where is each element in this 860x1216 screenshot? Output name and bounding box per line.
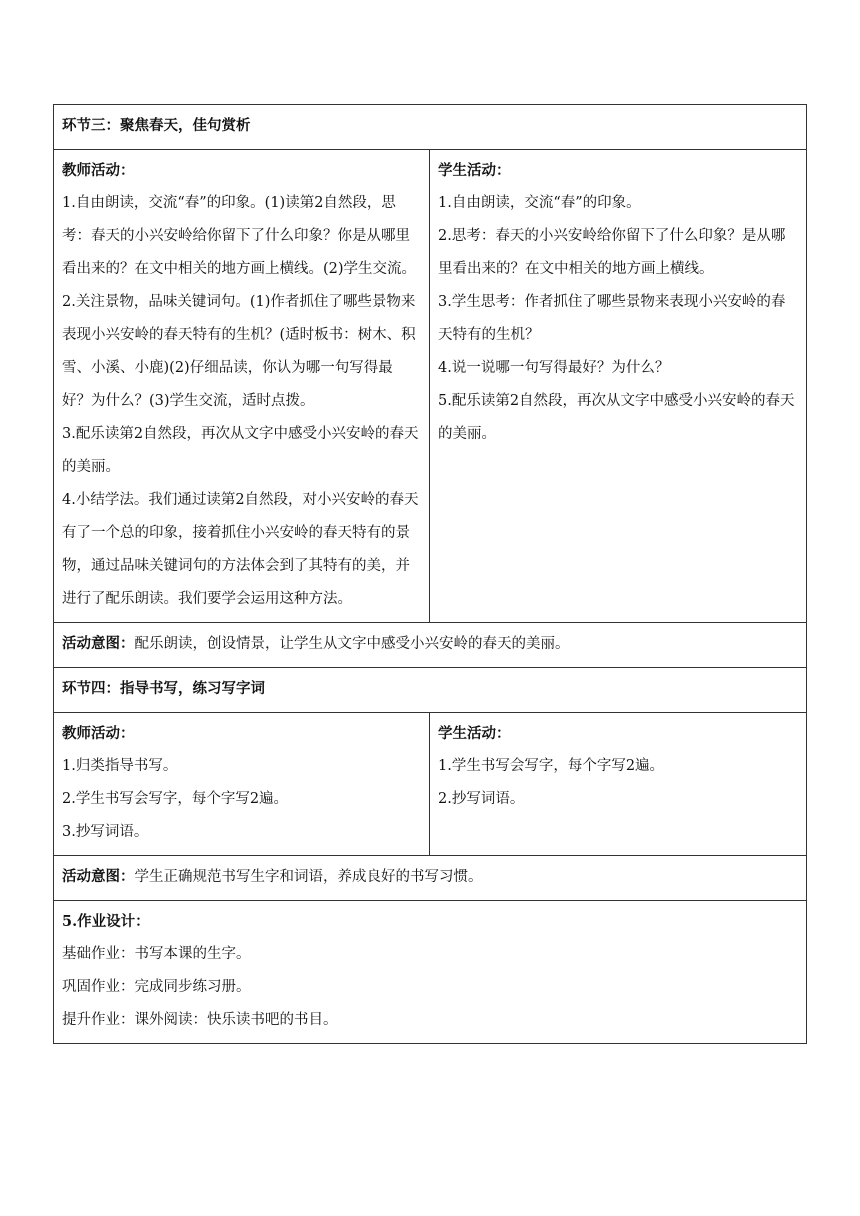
section3-title-row	[54, 105, 807, 150]
section3-student-para-3: 3.学生思考：作者抓住了哪些景物来表现小兴安岭的春天特有的生机？	[438, 294, 786, 343]
section3-activities-row	[54, 150, 807, 623]
section3-teacher-heading: 教师活动：	[62, 162, 135, 179]
section4-intent-text: 学生正确规范书写生字和词语，养成良好的书写习惯。	[134, 869, 483, 885]
section3-teacher-para-2: 2.关注景物，品味关键词句。(1)作者抓住了哪些景物来表现小兴安岭的春天特有的生机？(适时板书：树木、积雪、小溪、小鹿)(2)仔细品读，你认为哪一句写得最好？为什么？(3)学生交流，适时点拨。	[62, 294, 416, 409]
homework-item-3: 提升作业：课外阅读：快乐读书吧的书目。	[62, 1012, 338, 1028]
homework-title: 5.作业设计：	[62, 913, 150, 930]
homework-cell	[54, 901, 807, 1044]
section4-intent-row	[54, 856, 807, 901]
homework-item-1: 基础作业：书写本课的生字。	[62, 946, 251, 962]
section4-student-heading: 学生活动：	[438, 725, 511, 742]
section3-title-cell	[54, 105, 807, 150]
section3-intent-text: 配乐朗读，创设情景，让学生从文字中感受小兴安岭的春天的美丽。	[134, 636, 570, 652]
section3-student-para-2: 2.思考：春天的小兴安岭给你留下了什么印象？是从哪里看出来的？在文中相关的地方画上横线。	[438, 228, 786, 277]
section4-teacher-cell	[54, 713, 430, 856]
section4-teacher-heading: 教师活动：	[62, 725, 135, 742]
section4-student-para-1: 1.学生书写会写字，每个字写2遍。	[438, 758, 665, 774]
section4-intent-cell	[54, 856, 807, 901]
section3-student-para-4: 4.说一说哪一句写得最好？为什么？	[438, 360, 670, 376]
section4-title: 环节四：指导书写，练习写字词	[62, 680, 265, 697]
section4-teacher-para-1: 1.归类指导书写。	[62, 758, 178, 774]
section4-student-cell	[430, 713, 807, 856]
section3-intent-cell	[54, 623, 807, 668]
section4-activities-row	[54, 713, 807, 856]
section3-teacher-para-3: 3.配乐读第2自然段，再次从文字中感受小兴安岭的春天的美丽。	[62, 426, 419, 475]
section3-student-cell	[430, 150, 807, 623]
section3-student-para-1: 1.自由朗读，交流“春”的印象。	[438, 195, 641, 211]
section4-teacher-para-3: 3.抄写词语。	[62, 824, 149, 840]
lesson-plan-table	[53, 104, 807, 1044]
section3-teacher-para-4: 4.小结学法。我们通过读第2自然段，对小兴安岭的春天有了一个总的印象，接着抓住小兴安岭的春天特有的景物，通过品味关键词句的方法体会到了其特有的美，并进行了配乐朗读。我们要学会运用这种方法。	[62, 492, 419, 607]
section3-teacher-cell	[54, 150, 430, 623]
section4-student-para-2: 2.抄写词语。	[438, 791, 525, 807]
homework-item-2: 巩固作业：完成同步练习册。	[62, 979, 251, 995]
section3-intent-row	[54, 623, 807, 668]
section3-title: 环节三：聚焦春天，佳句赏析	[62, 117, 251, 134]
homework-row	[54, 901, 807, 1044]
section4-title-cell	[54, 668, 807, 713]
section3-student-para-5: 5.配乐读第2自然段，再次从文字中感受小兴安岭的春天的美丽。	[438, 393, 795, 442]
section4-title-row	[54, 668, 807, 713]
section3-teacher-para-1: 1.自由朗读，交流“春”的印象。(1)读第2自然段，思考：春天的小兴安岭给你留下了什么印象？你是从哪里看出来的？在文中相关的地方画上横线。(2)学生交流。	[62, 195, 417, 277]
section4-teacher-para-2: 2.学生书写会写字，每个字写2遍。	[62, 791, 289, 807]
section3-student-heading: 学生活动：	[438, 162, 511, 179]
section3-intent-label: 活动意图：	[62, 635, 135, 652]
section4-intent-label: 活动意图：	[62, 868, 135, 885]
